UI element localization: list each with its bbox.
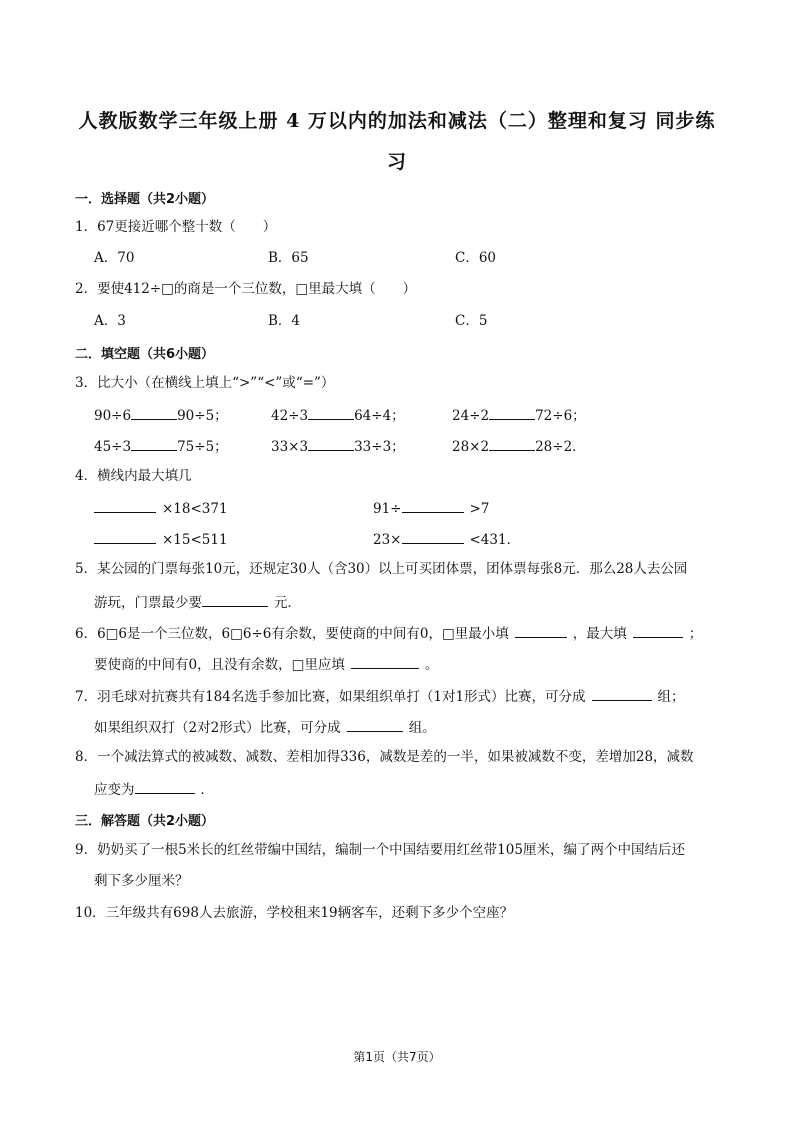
question-9-line1: 9．奶奶买了一根5米长的红丝带编中国结，编制一个中国结要用红丝带105厘米，编了两个中国结后还: [75, 842, 685, 858]
q7-text-pre: 7．羽毛球对抗赛共有184名选手参加比赛，如果组织单打（1对1形式）比赛，可分成: [75, 689, 586, 705]
q8-text-pre: 应变为: [94, 782, 135, 798]
q3-item-left: 24÷2: [452, 408, 490, 424]
q4-item-b-pre: 91÷: [373, 501, 402, 517]
q4-item-d-post: <431．: [469, 532, 521, 548]
answer-blank[interactable]: [515, 623, 567, 638]
q4-item-c: [94, 529, 228, 549]
q3-item-left: 90÷6: [94, 408, 132, 424]
q2-option-a: A．3: [94, 313, 126, 329]
page-title-line2: 习: [386, 151, 407, 173]
answer-blank[interactable]: [592, 686, 652, 701]
q3-item: [94, 436, 228, 456]
answer-blank[interactable]: [402, 498, 464, 513]
q2-option-c: C．5: [455, 313, 488, 329]
q5-text-pre: 游玩，门票最少要: [94, 595, 202, 611]
q3-item-right: 64÷4；: [354, 408, 405, 424]
section-heading-fill: 二．填空题（共6小题）: [75, 347, 215, 362]
answer-blank[interactable]: [351, 654, 419, 669]
question-7-line1: [75, 686, 685, 706]
q3-item: [94, 405, 228, 425]
q3-item-right: 75÷5；: [177, 439, 228, 455]
q5-text-post: 元．: [274, 595, 301, 611]
question-9-line2: 剩下多少厘米？: [94, 873, 189, 889]
q3-item-left: 28×2: [452, 439, 490, 455]
q3-item: [271, 436, 405, 456]
q1-option-c: C．60: [455, 250, 497, 266]
section-heading-solve: 三．解答题（共2小题）: [75, 814, 215, 829]
answer-blank[interactable]: [489, 436, 535, 451]
q4-item-a: [94, 498, 228, 518]
q2-option-b: B．4: [268, 313, 301, 329]
q1-option-a: A．70: [94, 250, 135, 266]
question-10-line1: 10．三年级共有698人去旅游，学校租来19辆客车，还剩下多少个空座？: [75, 905, 514, 921]
q3-item-right: 28÷2．: [535, 439, 586, 455]
question-4-stem: 4．横线内最大填几: [75, 468, 192, 484]
answer-blank[interactable]: [633, 623, 683, 638]
answer-blank[interactable]: [308, 436, 354, 451]
q7-text-post: 组；: [657, 689, 685, 705]
q4-item-c-text: ×15<511: [162, 532, 228, 548]
q3-item: [271, 405, 405, 425]
question-2-stem: 2．要使412÷□的商是一个三位数，□里最大填（ ）: [75, 281, 417, 297]
answer-blank[interactable]: [202, 592, 268, 607]
question-6-line2: [94, 654, 438, 674]
q4-item-d-pre: 23×: [373, 532, 402, 548]
q4-item-d: [373, 529, 520, 549]
answer-blank[interactable]: [402, 529, 464, 544]
question-8-line1: 8．一个减法算式的被减数、减数、差相加得336，减数是差的一半，如果被减数不变，差增加28，减数: [75, 749, 694, 765]
answer-blank[interactable]: [94, 529, 156, 544]
q6-text-post: ；: [688, 626, 703, 642]
answer-blank[interactable]: [308, 405, 354, 420]
answer-blank[interactable]: [94, 498, 156, 513]
q3-item: [452, 436, 586, 456]
q4-item-b-post: >7: [469, 501, 490, 517]
question-7-line2: [94, 717, 436, 737]
q3-item-right: 72÷6；: [535, 408, 586, 424]
q6-text-post2: 。: [424, 657, 439, 673]
q4-item-b: [373, 498, 489, 518]
question-3-stem: 3．比大小（在横线上填上“>”“<”或“=”）: [75, 375, 335, 391]
section-heading-choice: 一．选择题（共2小题）: [75, 192, 215, 207]
q3-item-left: 33×3: [271, 439, 309, 455]
q4-item-a-text: ×18<371: [162, 501, 228, 517]
q3-item-left: 45÷3: [94, 439, 132, 455]
q1-option-b: B．65: [268, 250, 309, 266]
q6-text-pre2: 要使商的中间有0，且没有余数，□里应填: [94, 657, 345, 673]
page-footer: 第1页（共7页）: [353, 1050, 441, 1064]
q3-item: [452, 405, 586, 425]
question-5-line2: [94, 592, 301, 612]
q7-text-post2: 组。: [408, 720, 436, 736]
answer-blank[interactable]: [347, 717, 403, 732]
q6-text-pre: 6．6□6是一个三位数，6□6÷6有余数，要使商的中间有0，□里最小填: [75, 626, 509, 642]
question-8-line2: [94, 779, 214, 799]
answer-blank[interactable]: [131, 405, 177, 420]
question-1-stem: 1．67更接近哪个整十数（ ）: [75, 219, 277, 235]
q7-text-pre2: 如果组织双打（2对2形式）比赛，可分成: [94, 720, 341, 736]
page-title-line1: 人教版数学三年级上册 4 万以内的加法和减法（二）整理和复习 同步练: [78, 110, 716, 132]
question-5-line1: 5．某公园的门票每张10元，还规定30人（含30）以上可买团体票，团体票每张8元．那么28人去公园: [75, 561, 688, 577]
answer-blank[interactable]: [131, 436, 177, 451]
q3-item-right: 90÷5；: [177, 408, 228, 424]
answer-blank[interactable]: [489, 405, 535, 420]
q3-item-right: 33÷3；: [354, 439, 405, 455]
q3-item-left: 42÷3: [271, 408, 309, 424]
answer-blank[interactable]: [135, 779, 195, 794]
question-6-line1: [75, 623, 702, 643]
q8-text-post: ．: [200, 782, 214, 798]
q6-text-mid: ，最大填: [572, 626, 627, 642]
